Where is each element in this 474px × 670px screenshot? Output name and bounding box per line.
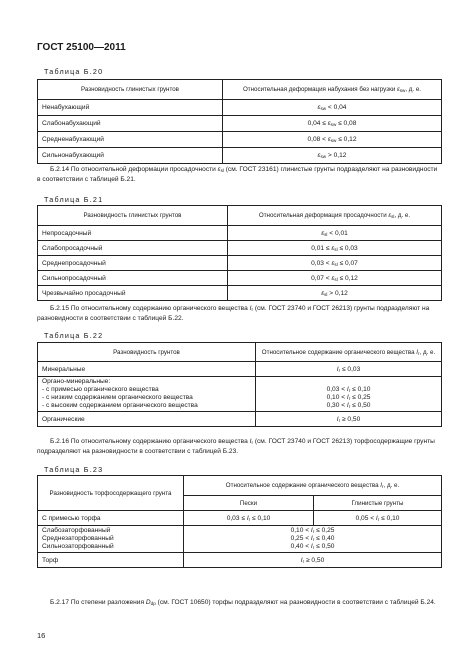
table-row — [38, 286, 442, 301]
table-cell: $0,01 \le \varepsilon_{sl} \le 0,03$ — [228, 241, 442, 256]
table-cell: Среднепросадочный — [38, 256, 228, 271]
table-cell: Торф — [38, 553, 184, 568]
table-row — [38, 377, 442, 412]
table-cell: $0,07 < \varepsilon_{sl} \le 0,12$ — [228, 271, 442, 286]
table-cell: $\varepsilon_{sw} < 0,04$ — [223, 100, 442, 116]
list-item-value: $0,10 < I_r \le 0,25$ — [290, 527, 335, 534]
table-row — [38, 526, 442, 553]
table-subheader-sands: Пески — [184, 496, 314, 511]
table-cell: $I_r \ge 0,50$ — [184, 553, 442, 568]
table-header-cell: Относительная деформация набухания без нагрузки $\varepsilon_{sw}$, д. е. — [223, 80, 442, 100]
list-item-value: $0,40 < I_r \le 0,50$ — [290, 543, 335, 550]
list-item: Слабозаторфованный — [42, 527, 111, 534]
table-row — [38, 148, 442, 164]
table-b22 — [37, 342, 442, 427]
table-cell: $\varepsilon_{sl} > 0,12$ — [228, 286, 442, 301]
list-item: - с примесью органического вещества — [42, 386, 159, 393]
list-item-value: $0,25 < I_r \le 0,40$ — [290, 535, 335, 542]
table-cell: Слабонабухающий — [38, 116, 223, 132]
table-cell: $\varepsilon_{sw} > 0,12$ — [223, 148, 442, 164]
table-header-cell: Разновидность грунтов — [38, 343, 256, 362]
table-b22-caption: Таблица Б.22 — [44, 331, 104, 340]
table-cell: Сильнопросадочный — [38, 271, 228, 286]
list-item: - с высоким содержанием органического вещества — [42, 402, 198, 409]
table-cell: $0,03 < \varepsilon_{sl} \le 0,07$ — [228, 256, 442, 271]
table-cell: Слабопросадочный — [38, 241, 228, 256]
table-cell: Чрезвычайно просадочный — [38, 286, 228, 301]
table-cell: $I_r \le 0,03$ — [256, 362, 442, 377]
paragraph-b215: Б.2.15 По относительному содержанию органического вещества $I_r$ (см. ГОСТ 23740 и ГОСТ 26213) грунты подразделяют на разновидности в соответствии с таблицей Б.22. — [37, 305, 430, 322]
table-cell — [256, 377, 442, 412]
table-row — [38, 553, 442, 568]
table-cell — [38, 377, 256, 412]
table-cell: Непросадочный — [38, 226, 228, 241]
table-header-cell: Разновидность глинистых грунтов — [38, 206, 228, 226]
table-row — [38, 511, 442, 526]
paragraph-b217: Б.2.17 По степени разложения $D_{dp}$ (см. ГОСТ 10650) торфы подразделяют на разновидности в соответствии с таблицей Б.24. — [50, 599, 436, 606]
table-b20-caption: Таблица Б.20 — [44, 67, 104, 76]
table-cell: $0,03 \le I_r \le 0,10$ — [184, 511, 314, 526]
table-b21 — [37, 205, 442, 301]
list-item: Сильнозаторфованный — [42, 543, 114, 550]
table-row — [38, 116, 442, 132]
paragraph-b216: Б.2.16 По относительному содержанию органического вещества $I_r$ (см. ГОСТ 23740 и ГОСТ 26213) торфосодержащие грунты подразделяют на разновидности в соответствии с таблицей Б.23. — [37, 438, 435, 455]
table-cell: $0,08 < \varepsilon_{sw} \le 0,12$ — [223, 132, 442, 148]
table-header-cell: Относительное содержание органического вещества $I_r$, д. е. — [256, 343, 442, 362]
table-row — [38, 271, 442, 286]
table-cell: $\varepsilon_{sl} < 0,01$ — [228, 226, 442, 241]
table-row — [38, 100, 442, 116]
table-row — [38, 256, 442, 271]
table-cell: $0,04 \le \varepsilon_{sw} \le 0,08$ — [223, 116, 442, 132]
list-item-value: $0,30 < I_r \le 0,50$ — [326, 402, 371, 409]
page-number: 16 — [37, 631, 46, 640]
table-cell: Минеральные — [38, 362, 256, 377]
table-cell: Ненабухающий — [38, 100, 223, 116]
table-b23-caption: Таблица Б.23 — [44, 465, 104, 474]
table-header-cell: Разновидность глинистых грунтов — [38, 80, 223, 100]
table-cell — [38, 526, 184, 553]
table-subheader-clay: Глинистые грунты — [314, 496, 442, 511]
table-cell: $0,05 < I_r \le 0,10$ — [314, 511, 442, 526]
table-row — [38, 241, 442, 256]
table-b20 — [37, 79, 442, 164]
table-cell: Средненабухающий — [38, 132, 223, 148]
document-header: ГОСТ 25100—2011 — [37, 42, 126, 53]
table-row — [38, 132, 442, 148]
list-item: Среднезаторфованный — [42, 535, 114, 542]
table-row — [38, 412, 442, 427]
table-cell — [184, 526, 442, 553]
table-cell: С примесью торфа — [38, 511, 184, 526]
table-cell: $I_r \ge 0,50$ — [256, 412, 442, 427]
table-b21-caption: Таблица Б.21 — [44, 195, 104, 204]
table-cell: Органические — [38, 412, 256, 427]
list-item: - с низким содержанием органического вещества — [42, 394, 193, 401]
list-item-value: $0,03 < I_r \le 0,10$ — [326, 386, 371, 393]
table-row — [38, 226, 442, 241]
organo-mineral-title: Органо-минеральные: — [42, 378, 111, 385]
paragraph-b214: Б.2.14 По относительной деформации просадочности $\varepsilon_{sl}$ (см. ГОСТ 23161) глинистые грунты подразделяют на разновидности в соответствии с таблицей Б.21. — [37, 166, 438, 183]
table-header-cell: Относительная деформация просадочности $\varepsilon_{sl}$, д. е. — [228, 206, 442, 226]
table-row — [38, 362, 442, 377]
table-header-cell: Относительное содержание органического вещества $I_r$, д. е. — [184, 476, 442, 496]
list-item-value: $0,10 < I_r \le 0,25$ — [326, 394, 371, 401]
table-header-cell: Разновидность торфосодержащего грунта — [38, 476, 184, 511]
table-cell: Сильнонабухающий — [38, 148, 223, 164]
table-b23 — [37, 475, 442, 568]
